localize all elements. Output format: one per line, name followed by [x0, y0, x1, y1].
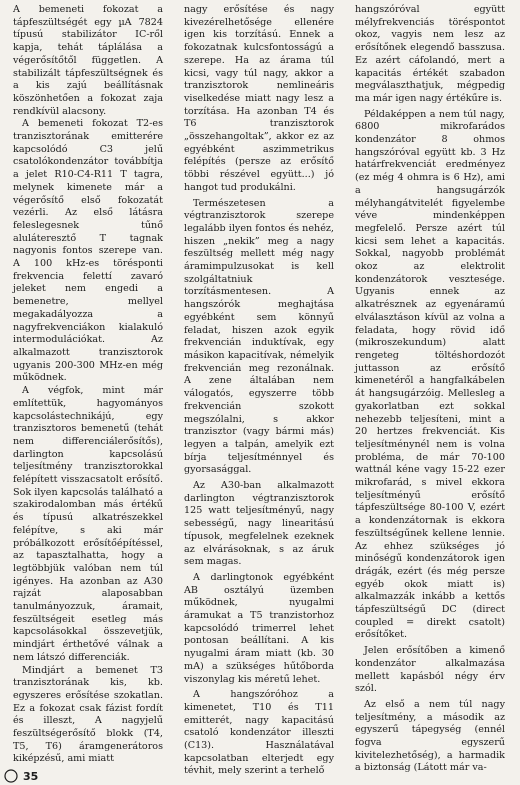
paragraph: Példaképpen a nem túl nagy, 6800 mikrofarádos kondenzátor 8 ohmos hangszóróval együtt kb. 3 Hz határfrekvenciát eredményez (ez még 4 ohmra is 6 Hz), ami a hangsugárzók mélyhangátvitelét figyelembe véve mindenképpen megfelelő. Persze azért túl kicsi sem lehet a kapacitás. Sokkal, nagyobb problémát okoz az elektrolit kondenzátorok vesztesége. Ugyanis ennek az alkatrésznek az egyenáramú elválasztáson kívül az volna a feladata, hogy rövid idő (mikroszekundum) alatt rengeteg töltéshordozót juttasson az erősítő kimenetéről a hangfalkábelen át hangsugárzóig. Mellesleg a gyakorlatban ezt sokkal nehezebb teljesíteni, mint a 20 hertzes frekvenciát. Kis teljesítménynél nem is volna probléma, de már 70-100 wattnál kéne vagy 15-22 ezer mikrofarád, s mivel ekkora teljesítményű erősítő tápfeszültsége 80-100 V, ezért a kondenzátornak is ekkora feszültségűnek kellene lennie. Az ehhez szükséges jó minőségű kondenzátorok igen drágák, ezért (és még persze egyéb okok miatt is) alkalmazzák inkább a kettős tápfeszültségű DC (direct coupled = direkt csatolt) erősítőket.: [355, 108, 505, 641]
page-number-text: 35: [23, 770, 39, 783]
paragraph: Jelen erősítőben a kimenő kondenzátor alkalmazása mellett kapásból négy érv szól.: [355, 645, 505, 695]
paragraph: A darlingtonok egyébként AB osztályú üzemben működnek, nyugalmi áramukat a T5 tranzistorhoz kapcsolódó trimerrel lehet pontosan beállítani. A kis nyugalmi áram miatt (kb. 30 mA) a szükséges hűtőborda viszonylag kis méretű lehet.: [184, 571, 334, 685]
paragraph: A bemeneti fokozat a tápfeszültségét egy µA 7824 típusú stabilizátor IC-ről kapja, tehát táplálása a végerősítőtől független. A stabilizált tápfeszültségnek és a kis zajú beállításnak köszönhetően a fokozat zaja rendkívül alacsony.: [13, 4, 163, 117]
paragraph: A végfok, mint már említettük, hagyományos kapcsolástechnikájú, egy tranzisztoros bemenetű (tehát nem differenciálerősítős), darlington kapcsolású teljesítmény tranzisztorokkal felépített visszacsatolt erősítő. Sok ilyen kapcsolás található a szakirodalomban más értékű és típusú alkatrészekkel felépítve, s aki már próbálkozott erősítőépítéssel, az tapasztalhatta, hogy a legtöbbjük valóban nem túl igényes. Ha azonban az A30 rajzát alaposabban tanulmányozzuk, áramait, feszültségeit esetleg más kapcsolásokkal összevetjük, mindjárt érthetővé válnak a nem látszó differenciák.: [13, 385, 163, 663]
text-column-1: [13, 4, 163, 774]
paragraph: Mindjárt a bemenet T3 tranzisztorának kis, kb. egyszeres erősítése szokatlan. Ez a fokozat csak fázist fordít és illeszt, A nagyjelű feszültségerősítő blokk (T4, T5, T6) áramgenerátoros kiképzésű, ami miatt: [13, 664, 163, 765]
paragraph: Az első a nem túl nagy teljesítmény, a második az egyszerű tápegység (ennél fogva egyszerű kivitelezhetőség), a harmadik a biztonság (Látott már va-: [355, 698, 505, 774]
paragraph: A hangszóróhoz a kimenetet, T10 és T11 emitterét, nagy kapacitású csatoló kondenzátor illeszti (C13). Használatával kapcsolatban elterjedt egy tévhit, mely szerint a terhelő: [184, 689, 334, 777]
paragraph: A bemeneti fokozat T2-es tranzisztorának emitterére kapcsolódó C3 jelű csatolókondenzátor továbbítja a jelet R10-C4-R11 T tagra, melynek kimenete már a végerősítő első fokozatát vezérli. Az első látásra feleslegesnek tűnő aluláteresztő T tagnak nagyonis fontos szerepe van. A 100 kHz-es törésponti frekvencia felettí zavaró jeleket nem engedi a bemenetre, mellyel megakadályozza a nagyfrekvenciákon kialakuló intermodulációkat. Az alkalmazott tranzisztorok ugyanis 200-300 MHz-en még működnek.: [13, 118, 163, 384]
text-column-2: [184, 4, 334, 777]
page-number: [2, 767, 39, 783]
text-column-3: [355, 4, 505, 774]
paragraph: nagy erősítése és nagy kivezérelhetősége ellenére igen kis torzítású. Ennek a fokozatnak kulcsfontosságú a szerepe. Ha az árama túl kicsi, vagy túl nagy, akkor a tranzisztorok nemlineáris viselkedése miatt nagy lesz a torzítása. Ha azonban T4 és T6 tranzisztorok „összehangoltak”, akkor ez az egyébként aszimmetrikus felépítés (persze az erősítő többi részével együtt...) jó hangot tud produkálni.: [184, 4, 334, 193]
paragraph: Természetesen a végtranzisztorok szerepe legalább ilyen fontos és nehéz, hiszen „nekik” meg a nagy feszültség mellett még nagy áramimpulzusokat is kell szolgáltatniuk torzításmentesen. A hangszórók meghajtása egyébként sem könnyű feladat, hiszen azok egyik frekvencián induktívak, egy másikon kapacitívak, némelyik frekvencián meg rezonálnak. A zene általában nem válogatós, egyszerre több frekvencián szokott megszólalni, s akkor tranzisztor (vagy bármi más) legyen a talpán, amelyik ezt bírja teljesítménnyel és gyorsasággal.: [184, 197, 334, 476]
paragraph: Az A30-ban alkalmazott darlington végtranzisztorok 125 watt teljesítményű, nagy sebességű, nagy linearitású típusok, megfelelnek ezeknek az elvárásoknak, s az áruk sem magas.: [184, 480, 334, 568]
paragraph: hangszóróval együtt mélyfrekvenciás töréspontot okoz, vagyis nem lesz az erősítőnek elegendő basszusa. Ez azért cáfolandó, mert a kapacitás értékét szabadon megválaszthatjuk, mégpedig ma már igen nagy értékűre is.: [355, 4, 505, 104]
